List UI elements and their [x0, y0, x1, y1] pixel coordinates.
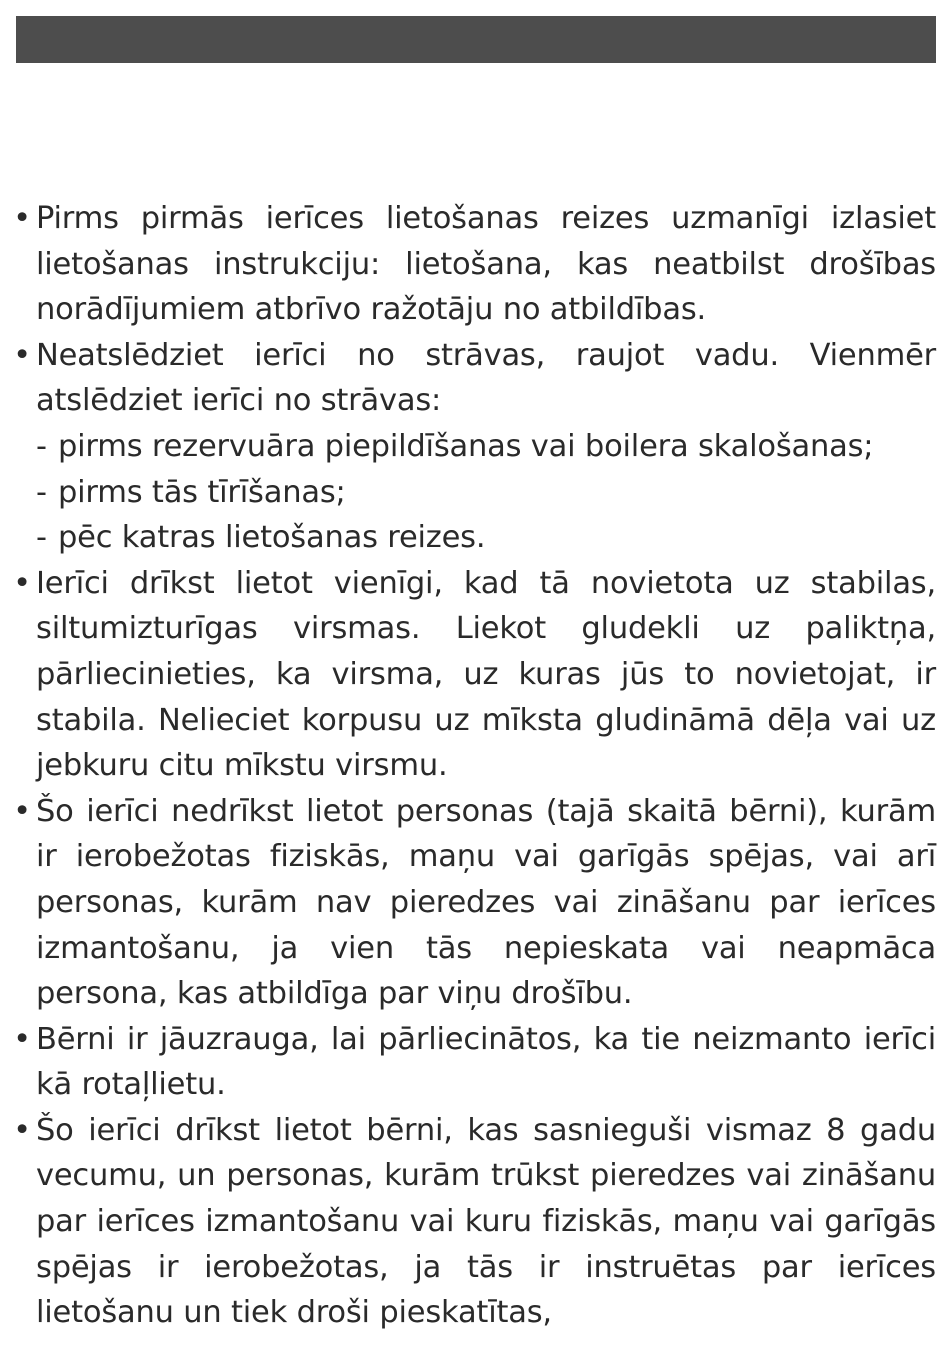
bullet-text: Šo ierīci nedrīkst lietot personas (tajā skaitā bērni), kurām ir ierobežotas fiziskās, maņu vai garīgās spējas, vai arī personas, kurām nav pieredzes vai zināšanu par ierīces izmantošanu, ja vien tās nepieskata vai neapmāca persona, kas atbildīga par viņu drošību. — [36, 793, 936, 1012]
bullet-marker: • — [13, 565, 31, 601]
bullet-marker: • — [13, 337, 31, 373]
bullet-item — [12, 561, 936, 789]
bullet-marker: • — [13, 201, 31, 236]
sub-list — [36, 424, 936, 561]
bullet-marker: • — [13, 1021, 31, 1057]
dash-marker: - — [36, 520, 47, 556]
bullet-item — [12, 333, 936, 561]
bullet-marker: • — [13, 793, 31, 829]
bullet-item — [12, 789, 936, 1017]
bullet-text: Neatslēdziet ierīci no strāvas, raujot vadu. Vienmēr atslēdziet ierīci no strāvas: — [36, 337, 936, 419]
sub-item — [36, 470, 936, 516]
bullet-marker: • — [13, 1112, 31, 1148]
bullet-text: Šo ierīci drīkst lietot bērni, kas sasnieguši vismaz 8 gadu vecumu, un personas, kurām trūkst pieredzes vai zināšanu par ierīces izmantošanu vai kuru fiziskās, maņu vai garīgās spējas ir ierobežotas, ja tās ir instruētas par ierīces lietošanu un tiek droši pieskatītas, — [36, 1112, 936, 1331]
bullet-text: Pirms pirmās ierīces lietošanas reizes uzmanīgi izlasiet lietošanas instrukciju: lietošana, kas neatbilst drošības norādījumiem atbrīvo ražotāju no atbildības. — [36, 201, 936, 328]
sub-item-text: pirms rezervuāra piepildīšanas vai boilera skalošanas; — [58, 428, 874, 464]
document-content — [12, 196, 936, 1336]
dash-marker: - — [36, 474, 47, 510]
bullet-list — [12, 196, 936, 1336]
header-bar — [16, 16, 936, 63]
bullet-text: Bērni ir jāuzrauga, lai pārliecinātos, ka tie neizmanto ierīci kā rotaļlietu. — [36, 1021, 936, 1103]
bullet-item — [12, 1108, 936, 1336]
bullet-text: Ierīci drīkst lietot vienīgi, kad tā novietota uz stabilas, siltumizturīgas virsmas. Liekot gludekli uz paliktņa, pārliecinieties, ka virsma, uz kuras jūs to novietojat, ir stabila. Nelieciet korpusu uz mīksta gludināmā dēļa vai uz jebkuru citu mīkstu virsmu. — [36, 565, 936, 784]
bullet-item — [12, 196, 936, 333]
sub-item-text: pirms tās tīrīšanas; — [58, 474, 346, 510]
sub-item-text: pēc katras lietošanas reizes. — [58, 520, 486, 556]
sub-item — [36, 424, 936, 470]
bullet-item — [12, 1017, 936, 1108]
sub-item — [36, 515, 936, 561]
dash-marker: - — [36, 428, 47, 464]
